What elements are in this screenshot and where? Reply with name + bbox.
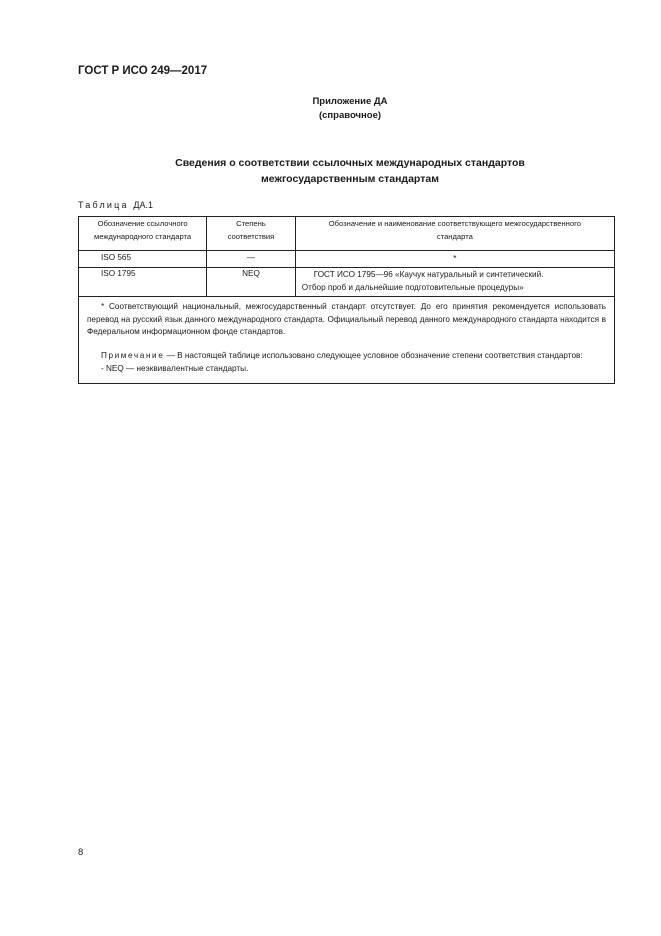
table-caption	[78, 200, 153, 210]
table-notes-row	[79, 297, 615, 384]
table-notes	[79, 297, 615, 384]
table-caption-prefix: Таблица	[78, 200, 129, 210]
header-degree-line2: соответствия	[227, 232, 275, 241]
standards-table	[78, 216, 615, 384]
header-degree-line1: Степень	[236, 219, 266, 228]
cell-ref-standard: ISO 1795	[79, 268, 207, 297]
note-label: Примечание	[101, 351, 165, 361]
header-ref-standard	[79, 217, 207, 251]
table-row	[79, 251, 615, 268]
cell-degree: NEQ	[207, 268, 296, 297]
cell-national-standard	[295, 268, 614, 297]
appendix-subtitle: (справочное)	[318, 110, 382, 121]
header-national-line2: стандарта	[436, 232, 473, 241]
table-header-row	[79, 217, 615, 251]
header-national-line1: Обозначение и наименование соответствующего межгосударственного	[328, 219, 581, 228]
note-text: — В настоящей таблице использовано следующее условное обозначение степени соответствия стандартов:	[166, 351, 583, 361]
footnote-text: * Соответствующий национальный, межгосударственный стандарт отсутствует. До его принятия рекомендуется использовать перевод на русский язык данного международного стандарта. Официальный перевод данного международного стандарта находится в Федеральном информационном фонде стандартов.	[87, 302, 606, 337]
national-standard-line1: ГОСТ ИСО 1795—96 «Каучук натуральный и синтетический.	[313, 270, 544, 279]
table-caption-number: ДА.1	[133, 200, 154, 210]
section-title-line1: Сведения о соответствии ссылочных международных стандартов	[175, 157, 525, 169]
national-standard-line2: Отбор проб и дальнейшие подготовительные процедуры»	[301, 282, 524, 292]
section-title-line2: межгосударственным стандартам	[261, 173, 439, 185]
note-paragraph	[87, 350, 606, 363]
cell-national-standard: *	[295, 251, 614, 268]
header-ref-line1: Обозначение ссылочного	[97, 219, 188, 228]
cell-ref-standard: ISO 565	[79, 251, 207, 268]
table-row	[79, 268, 615, 297]
page-number: 8	[78, 847, 84, 858]
header-national-standard	[295, 217, 614, 251]
document-code: ГОСТ Р ИСО 249—2017	[78, 65, 208, 77]
header-degree	[207, 217, 296, 251]
appendix-title: Приложение ДА	[312, 96, 388, 107]
cell-degree: —	[207, 251, 296, 268]
note-item: - NEQ — неэквивалентные стандарты.	[101, 363, 249, 373]
header-ref-line2: международного стандарта	[94, 232, 192, 241]
